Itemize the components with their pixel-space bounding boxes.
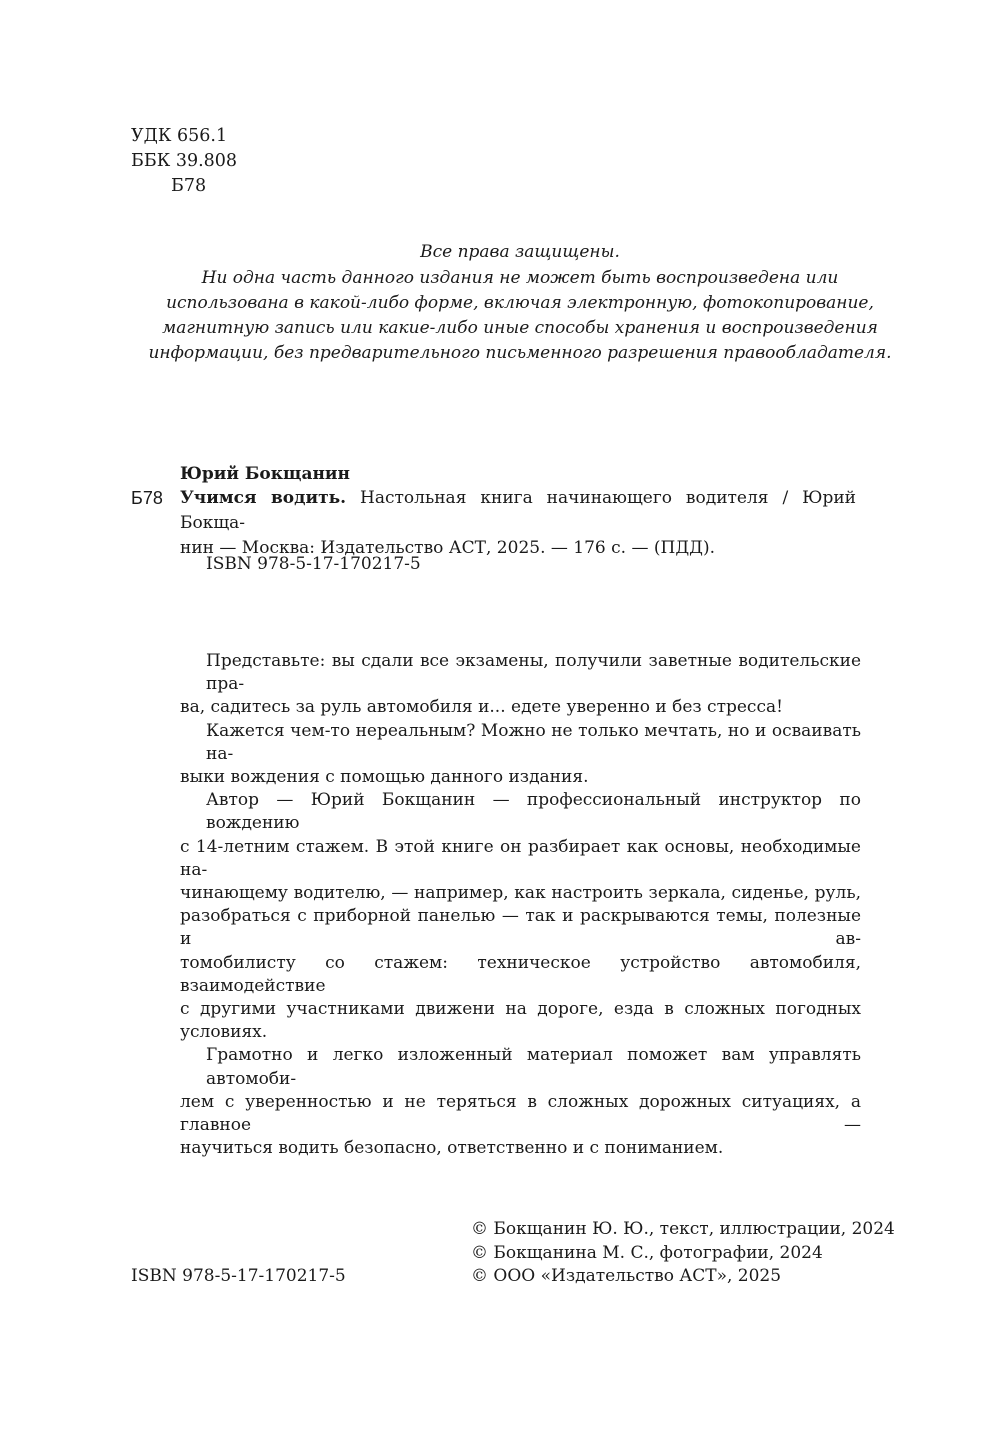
author-mark: Б78 <box>171 176 207 196</box>
annotation-line: томобилисту со стажем: техническое устройство автомобиля, взаимодействие <box>180 952 861 996</box>
annotation-line: с 14-летним стажем. В этой книге он разбирает как основы, необходимые на- <box>180 836 861 880</box>
biblio-author-mark: Б78 <box>131 488 163 508</box>
bbk-code: ББК 39.808 <box>131 151 238 171</box>
rights-line: магнитную запись или какие-либо иные способы хранения и воспроизведения <box>162 318 878 338</box>
copyright-line: © Бокщанина М. С., фотографии, 2024 <box>471 1242 823 1263</box>
annotation-line: разобраться с приборной панелью — так и раскрываются темы, полезные и ав- <box>180 906 861 950</box>
footer-isbn: ISBN 978-5-17-170217-5 <box>131 1266 346 1286</box>
annotation-line: ва, садитесь за руль автомобиля и... едете уверенно и без стресса! <box>180 697 783 718</box>
rights-notice <box>120 240 920 366</box>
rights-heading: Все права защищены. <box>420 242 620 262</box>
udk-code: УДК 656.1 <box>131 126 228 146</box>
annotation-line: Кажется чем-то нереальным? Можно не только мечтать, но и осваивать на- <box>206 720 861 764</box>
annotation-line: Представьте: вы сдали все экзамены, получили заветные водительские пра- <box>206 651 861 695</box>
rights-line: Ни одна часть данного издания не может быть воспроизведена или <box>201 268 839 288</box>
biblio-line-1 <box>180 486 856 536</box>
biblio-line-2: нин — Москва: Издательство АСТ, 2025. — 176 с. — (ПДД). <box>180 538 716 558</box>
annotation <box>180 650 861 1160</box>
classification-codes <box>131 124 237 199</box>
annotation-line: выки вождения с помощью данного издания. <box>180 767 589 788</box>
annotation-line: лем с уверенностью и не теряться в сложных дорожных ситуациях, а главное — <box>180 1091 861 1136</box>
annotation-line: научиться водить безопасно, ответственно и с пониманием. <box>180 1138 724 1159</box>
annotation-line: Автор — Юрий Бокщанин — профессиональный инструктор по вождению <box>206 790 861 834</box>
rights-line: информации, без предварительного письменного разрешения правообладателя. <box>148 343 892 363</box>
biblio-entry <box>180 486 856 561</box>
annotation-line: с другими участниками движени на дороге, езда в сложных погодных условиях. <box>180 999 861 1043</box>
biblio-author: Юрий Бокщанин <box>180 464 350 484</box>
annotation-line: чинающему водителю, — например, как настроить зеркала, сиденье, руль, <box>180 883 861 904</box>
annotation-line: Грамотно и легко изложенный материал поможет вам управлять автомоби- <box>206 1045 861 1089</box>
copyright-line: © ООО «Издательство АСТ», 2025 <box>471 1266 782 1286</box>
copyright-line: © Бокщанин Ю. Ю., текст, иллюстрации, 2024 <box>471 1219 895 1239</box>
rights-line: использована в какой-либо форме, включая электронную, фотокопирование, <box>166 293 874 313</box>
book-title: Учимся водить. <box>180 488 347 508</box>
copyright-block <box>471 1218 895 1289</box>
biblio-isbn: ISBN 978-5-17-170217-5 <box>206 554 421 574</box>
book-subtitle: Настольная книга начинающего водителя / Юрий Бокща- <box>180 488 856 533</box>
